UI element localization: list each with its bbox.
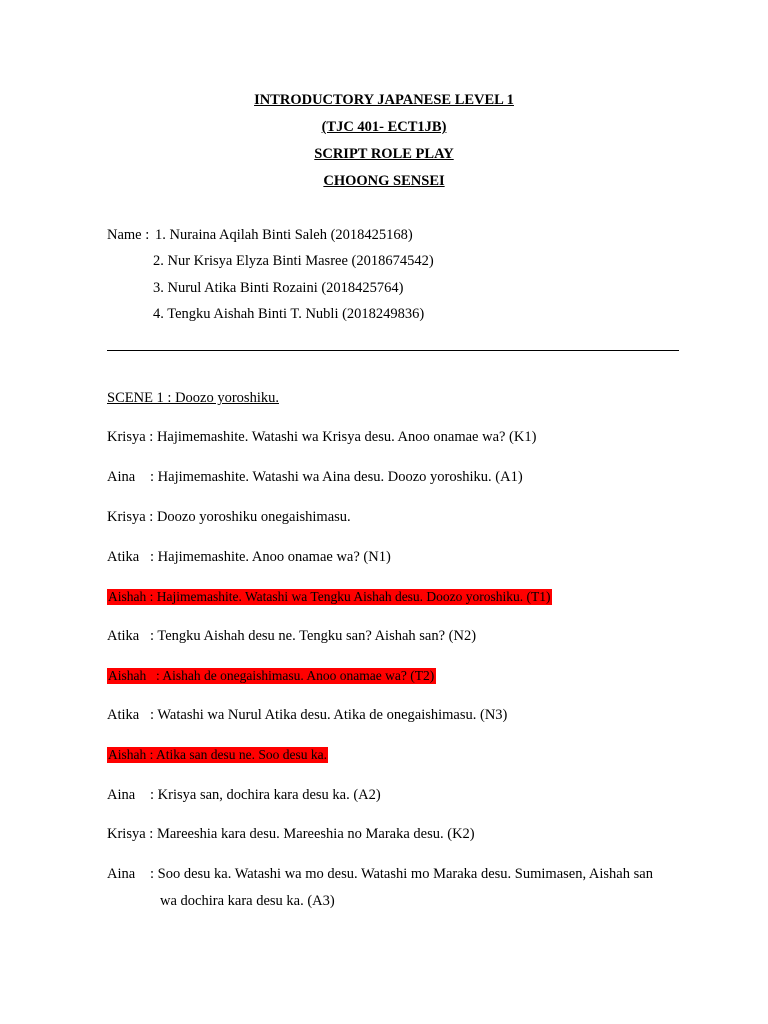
speaker-name: Aishah — [108, 747, 147, 762]
speaker-separator: : — [149, 589, 154, 604]
member-1: 1. Nuraina Aqilah Binti Saleh (2018425168) — [155, 227, 413, 243]
speaker-separator: : — [150, 549, 155, 565]
speaker-separator: : — [156, 668, 160, 683]
document-title: SCRIPT ROLE PLAY — [314, 146, 454, 162]
script-line-continuation — [160, 893, 335, 910]
dialogue-text: Soo desu ka. Watashi wa mo desu. Watashi mo Maraka desu. Sumimasen, Aishah san — [157, 866, 653, 882]
speaker-separator: : — [150, 787, 155, 803]
course-title: INTRODUCTORY JAPANESE LEVEL 1 — [254, 92, 514, 108]
speaker-name: Krisya — [107, 509, 146, 525]
names-label: Name : — [107, 227, 150, 243]
lecturer-name: CHOONG SENSEI — [323, 173, 445, 189]
member-3: 3. Nurul Atika Binti Rozaini (2018425764) — [153, 280, 404, 296]
dialogue-text: Watashi wa Nurul Atika desu. Atika de onegaishimasu. (N3) — [157, 707, 508, 723]
script-line — [107, 707, 507, 724]
script-line — [107, 628, 476, 645]
speaker-name: Aishah — [108, 589, 147, 604]
script-line — [107, 549, 391, 566]
speaker-separator: : — [149, 826, 154, 842]
scene-title: SCENE 1 : Doozo yoroshiku. — [107, 390, 279, 406]
speaker-separator: : — [150, 866, 155, 882]
speaker-name: Aina — [107, 866, 136, 882]
dialogue-text: wa dochira kara desu ka. (A3) — [160, 893, 335, 909]
dialogue-text: Hajimemashite. Watashi wa Krisya desu. Anoo onamae wa? (K1) — [156, 429, 537, 445]
member-2: 2. Nur Krisya Elyza Binti Masree (2018674542) — [153, 253, 434, 269]
course-code: (TJC 401- ECT1JB) — [321, 119, 447, 135]
speaker-name: Atika — [107, 628, 140, 644]
highlighted-script-line — [107, 747, 328, 763]
speaker-name: Atika — [107, 549, 140, 565]
dialogue-text: Tengku Aishah desu ne. Tengku san? Aishah san? (N2) — [157, 628, 477, 644]
speaker-separator: : — [150, 707, 155, 723]
dialogue-text: Hajimemashite. Watashi wa Aina desu. Doozo yoroshiku. (A1) — [157, 469, 523, 485]
horizontal-rule — [107, 350, 679, 351]
dialogue-text: Atika san desu ne. Soo desu ka. — [156, 747, 328, 762]
speaker-separator: : — [149, 429, 154, 445]
speaker-name: Krisya — [107, 429, 146, 445]
dialogue-text: Aishah de onegaishimasu. Anoo onamae wa? (T2) — [162, 668, 435, 683]
script-line — [107, 787, 381, 804]
script-line — [107, 509, 351, 526]
speaker-separator: : — [150, 469, 155, 485]
speaker-separator: : — [149, 509, 154, 525]
member-4: 4. Tengku Aishah Binti T. Nubli (2018249836) — [153, 306, 425, 322]
dialogue-text: Krisya san, dochira kara desu ka. (A2) — [157, 787, 381, 803]
speaker-name: Krisya — [107, 826, 146, 842]
dialogue-text: Doozo yoroshiku onegaishimasu. — [156, 509, 351, 525]
dialogue-text: Mareeshia kara desu. Mareeshia no Maraka desu. (K2) — [156, 826, 475, 842]
speaker-separator: : — [149, 747, 154, 762]
highlighted-script-line — [107, 589, 552, 605]
speaker-name: Atika — [107, 707, 140, 723]
speaker-separator: : — [150, 628, 155, 644]
script-line — [107, 866, 653, 883]
speaker-name: Aina — [107, 469, 136, 485]
script-line — [107, 469, 523, 486]
dialogue-text: Hajimemashite. Anoo onamae wa? (N1) — [157, 549, 391, 565]
dialogue-text: Hajimemashite. Watashi wa Tengku Aishah desu. Doozo yoroshiku. (T1) — [156, 589, 551, 604]
speaker-name: Aishah — [108, 668, 147, 683]
script-line — [107, 826, 475, 843]
speaker-name: Aina — [107, 787, 136, 803]
script-line — [107, 429, 536, 446]
highlighted-script-line — [107, 668, 436, 684]
